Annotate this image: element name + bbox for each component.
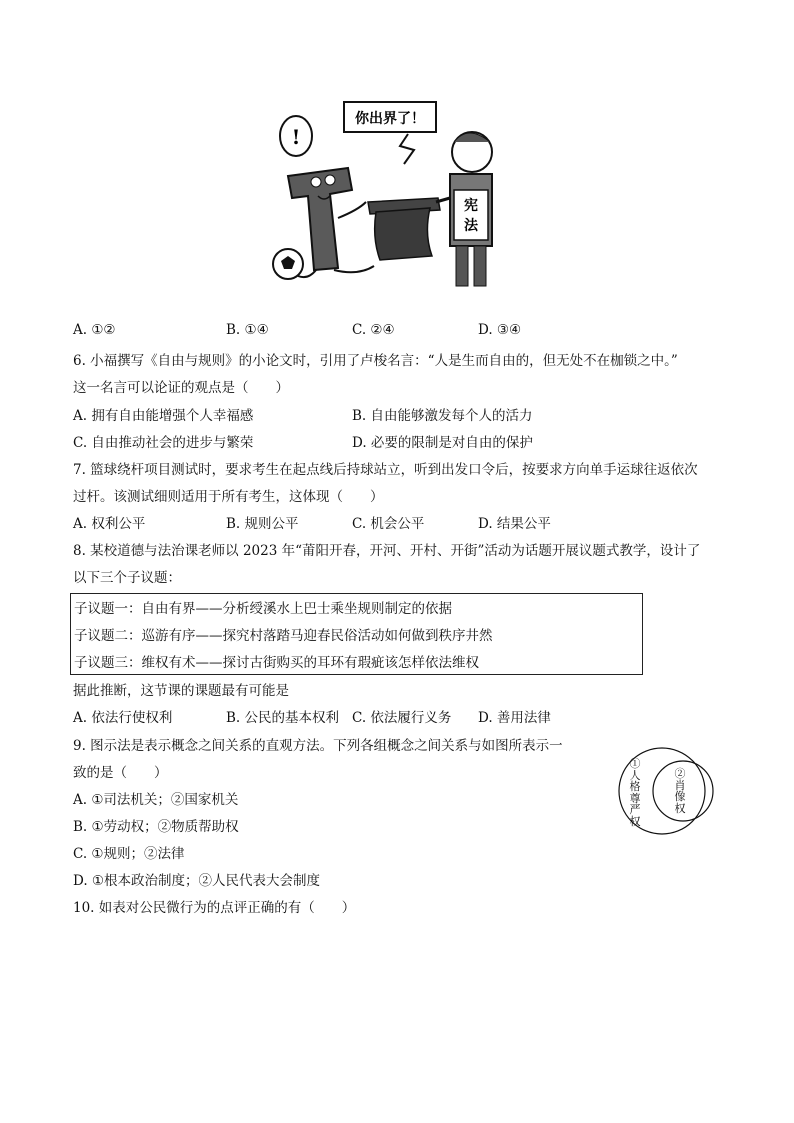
q8-stem-line1: 8. 某校道德与法治课老师以 2023 年“莆阳开春，开河、开村、开街”活动为话题开展议题式教学，设计了	[73, 543, 701, 559]
q9-stem-line1: 9. 图示法是表示概念之间关系的直观方法。下列各组概念之间关系与如图所表示一	[73, 738, 563, 754]
venn-outer-label: ①人格尊严权	[629, 757, 641, 828]
sub-topics-box	[70, 593, 643, 675]
q9-option-a[interactable]: A. ①司法机关；②国家机关	[73, 792, 239, 808]
q6-option-d[interactable]: D. 必要的限制是对自由的保护	[352, 435, 533, 451]
shout-line	[400, 134, 414, 164]
speech-bubble-text: 你出界了！	[355, 111, 425, 127]
q7-option-a[interactable]: A. 权利公平	[73, 516, 146, 532]
q7-option-c[interactable]: C. 机会公平	[352, 516, 425, 532]
q7-stem-line2: 过杆。该测试细则适用于所有考生，这体现（ ）	[73, 489, 384, 505]
q6-option-c[interactable]: C. 自由推动社会的进步与繁荣	[73, 435, 254, 451]
q5-option-d[interactable]: D. ③④	[478, 322, 522, 338]
q6-option-a[interactable]: A. 拥有自由能增强个人幸福感	[73, 408, 254, 424]
cartoon-illustration	[268, 98, 498, 298]
q5-option-c[interactable]: C. ②④	[352, 322, 395, 338]
constitution-label-1: 宪	[464, 198, 478, 214]
q9-option-b[interactable]: B. ①劳动权；②物质帮助权	[73, 819, 239, 835]
q10-stem: 10. 如表对公民微行为的点评正确的有（ ）	[73, 900, 356, 916]
q8-option-b[interactable]: B. 公民的基本权利	[226, 710, 340, 726]
constitution-label-2: 法	[464, 218, 478, 234]
q7-stem-line1: 7. 篮球绕杆项目测试时，要求考生在起点线后持球站立，听到出发口令后，按要求方向单手运球往返依次	[73, 462, 698, 478]
q8-after-text: 据此推断，这节课的课题最有可能是	[73, 683, 289, 699]
venn-diagram	[603, 746, 721, 836]
q7-option-b[interactable]: B. 规则公平	[226, 516, 299, 532]
venn-inner-label: ②肖像权	[674, 767, 686, 815]
q6-stem-line2: 这一名言可以论证的观点是（ ）	[73, 380, 289, 396]
q8-option-d[interactable]: D. 善用法律	[478, 710, 551, 726]
scroll-banner	[375, 208, 432, 260]
q8-option-a[interactable]: A. 依法行使权利	[73, 710, 173, 726]
q6-option-b[interactable]: B. 自由能够激发每个人的活力	[352, 408, 533, 424]
q5-option-b[interactable]: B. ①④	[226, 322, 269, 338]
q6-stem-line1: 6. 小福撰写《自由与规则》的小论文时，引用了卢梭名言：“人是生而自由的，但无处不在枷锁之中。”	[73, 353, 678, 369]
q7-option-d[interactable]: D. 结果公平	[478, 516, 551, 532]
q9-stem-line2: 致的是（ ）	[73, 765, 168, 781]
q8-stem-line2: 以下三个子议题：	[73, 570, 181, 586]
sub-topic-2: 子议题二：巡游有序——探究村落踏马迎春民俗活动如何做到秩序井然	[74, 628, 493, 644]
sub-topic-3: 子议题三：维权有术——探讨古街购买的耳环有瑕疵该怎样依法维权	[74, 655, 479, 671]
q5-option-a[interactable]: A. ①②	[73, 322, 116, 338]
exclaim-bubble-text: !	[291, 125, 301, 149]
q8-option-c[interactable]: C. 依法履行义务	[352, 710, 452, 726]
q9-option-c[interactable]: C. ①规则；②法律	[73, 846, 185, 862]
sub-topic-1: 子议题一：自由有界——分析绶溪水上巴士乘坐规则制定的依据	[74, 601, 452, 617]
q9-option-d[interactable]: D. ①根本政治制度；②人民代表大会制度	[73, 873, 321, 889]
